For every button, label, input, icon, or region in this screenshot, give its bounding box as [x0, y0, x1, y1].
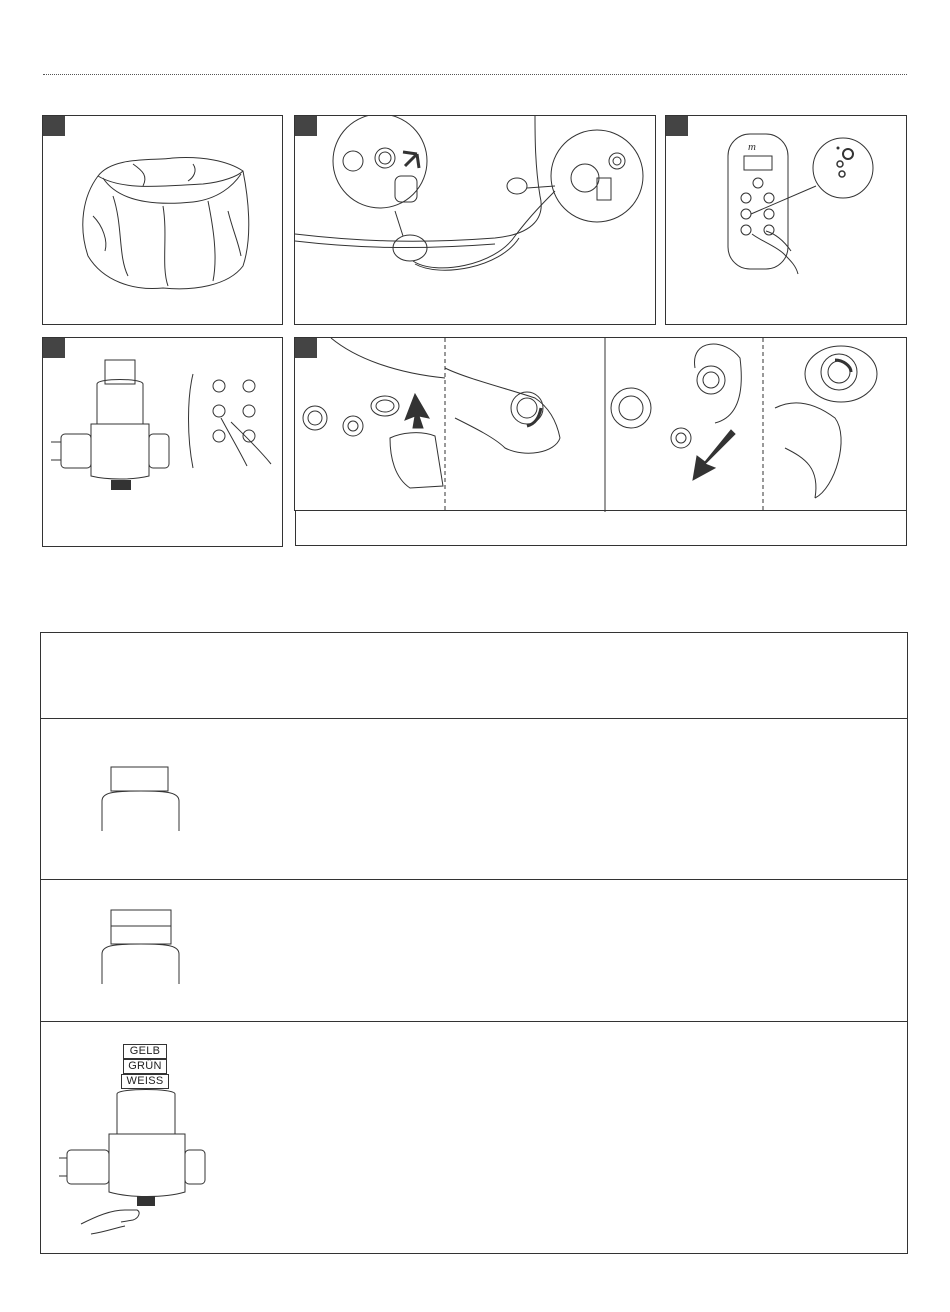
- table-header-row: [41, 633, 907, 719]
- hose-connector-icon: [295, 338, 908, 512]
- step-panel-4: [42, 337, 283, 547]
- table-row: [41, 1022, 907, 1255]
- step-panel-5: [294, 337, 907, 511]
- step-panel-1: [42, 115, 283, 325]
- filter-label-white: WEISS: [121, 1074, 169, 1089]
- step-panel-2: [294, 115, 656, 325]
- filter-table: [40, 632, 908, 1254]
- step-panel-3: [665, 115, 907, 325]
- filter-label-yellow: GELB: [123, 1044, 167, 1059]
- filter-label-green: GRÜN: [123, 1059, 167, 1074]
- remote-control-icon: [666, 116, 908, 326]
- table-row: [41, 719, 907, 880]
- top-dotted-rule: [43, 74, 907, 75]
- svg-text:m: m: [748, 141, 756, 153]
- knob-icon: [137, 1196, 155, 1206]
- spa-hose-connection-icon: [295, 116, 657, 326]
- knob-icon: [111, 480, 131, 490]
- bubbles-icon: [837, 147, 854, 178]
- arrow-icon: [403, 152, 419, 168]
- filter-cartridge-icon: [41, 880, 241, 1022]
- table-row: [41, 880, 907, 1022]
- step-caption-strip: [295, 510, 907, 546]
- filter-cartridge-icon: [41, 719, 241, 880]
- filter-cartridge-icon: [43, 338, 284, 548]
- bag-illustration-icon: [43, 116, 284, 326]
